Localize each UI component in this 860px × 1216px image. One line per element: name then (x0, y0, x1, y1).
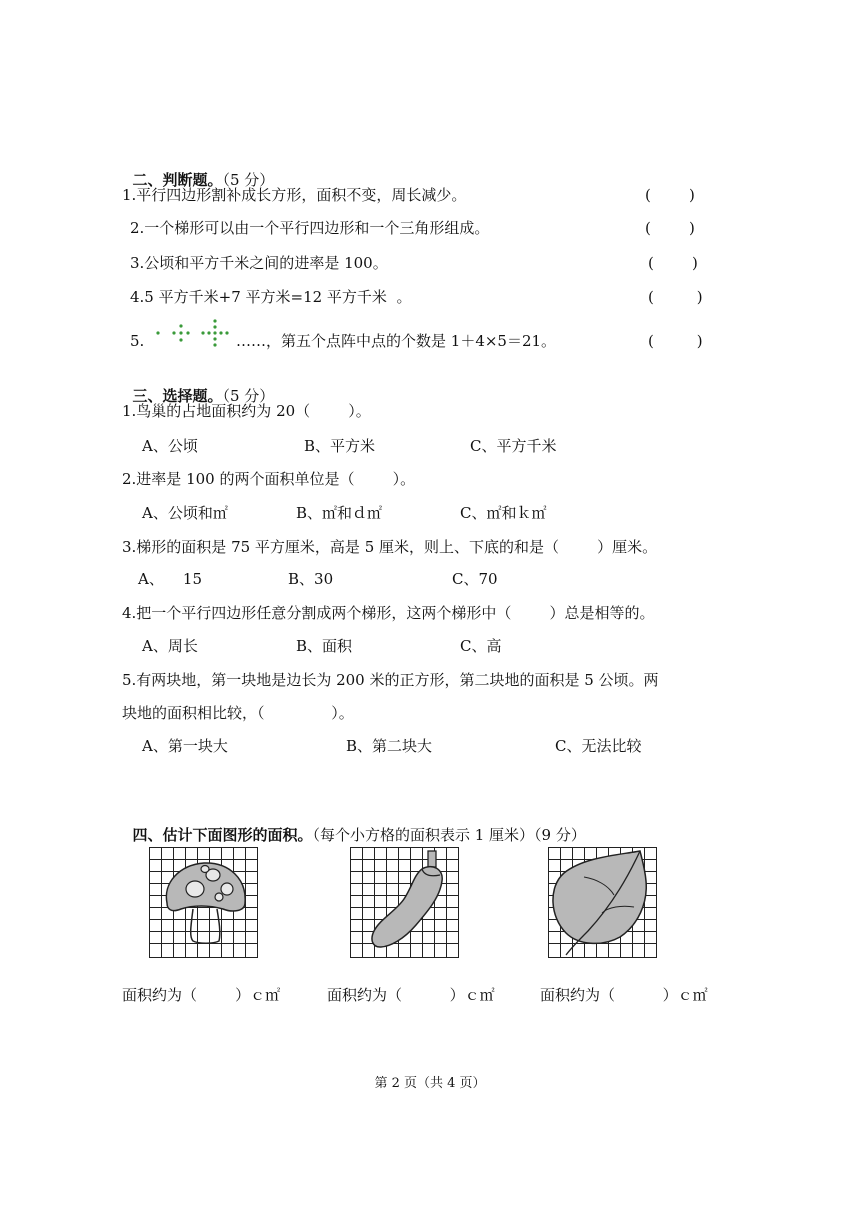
section4-note: （每个小方格的面积表示 1 厘米）（9 分） (312, 826, 586, 844)
section2-heading (122, 150, 274, 190)
judge-answer-4[interactable]: ( ) (648, 288, 703, 306)
judge-item-2: 2.一个梯形可以由一个平行四边形和一个三角形组成。 (130, 219, 490, 237)
judge-answer-2[interactable]: ( ) (645, 219, 695, 237)
choice-q5-line2: 块地的面积相比较，（ ）。 (122, 704, 354, 722)
choice-q2-option-c[interactable]: C、㎡和ｋ㎡ (460, 504, 547, 522)
choice-q2-option-b[interactable]: B、㎡和ｄ㎡ (296, 504, 383, 522)
dot (186, 331, 189, 334)
judge-item-5-number: 5. (130, 332, 145, 350)
dot (225, 331, 228, 334)
section2-title: 二、判断题。 (132, 171, 223, 189)
dot (213, 337, 216, 340)
choice-q4: 4.把一个平行四边形任意分割成两个梯形，这两个梯形中（ ）总是相等的。 (122, 604, 655, 622)
choice-q5-option-b[interactable]: B、第二块大 (346, 737, 433, 755)
choice-q4-option-a[interactable]: A、周长 (142, 637, 198, 655)
area-answer-2[interactable]: 面积约为（ ）ｃ㎡ (327, 986, 495, 1004)
choice-q3-option-c[interactable]: C、70 (452, 570, 498, 588)
dot (179, 338, 182, 341)
dot (172, 331, 175, 334)
eggplant-stem (428, 851, 436, 867)
dot (219, 331, 222, 334)
section4-heading (122, 805, 586, 845)
choice-q5-line1: 5.有两块地，第一块地是边长为 200 米的正方形，第二块地的面积是 5 公顷。两 (122, 671, 659, 689)
eggplant-body (372, 867, 442, 947)
dot (213, 331, 216, 334)
choice-q4-option-b[interactable]: B、面积 (296, 637, 353, 655)
dot (179, 324, 182, 327)
choice-q5-option-c[interactable]: C、无法比较 (555, 737, 642, 755)
choice-q1-option-b[interactable]: B、平方米 (304, 437, 376, 455)
section3-score: （5 分） (222, 387, 275, 405)
area-answer-3[interactable]: 面积约为（ ）ｃ㎡ (540, 986, 708, 1004)
dot (213, 343, 216, 346)
leaf-grid-figure (548, 847, 658, 959)
choice-q5-option-a[interactable]: A、第一块大 (142, 737, 228, 755)
judge-answer-5[interactable]: ( ) (648, 332, 703, 350)
judge-answer-3[interactable]: ( ) (648, 254, 698, 272)
dot (213, 325, 216, 328)
choice-q3-option-a[interactable]: A、 15 (138, 570, 202, 588)
choice-q2: 2.进率是 100 的两个面积单位是（ ）。 (122, 470, 416, 488)
dot (156, 331, 159, 334)
choice-q4-option-c[interactable]: C、高 (460, 637, 502, 655)
section4-title: 四、估计下面图形的面积。 (132, 826, 313, 844)
choice-q1: 1.鸟巢的占地面积约为 20（ ）。 (122, 402, 371, 420)
dot (207, 331, 210, 334)
choice-q2-option-a[interactable]: A、公顷和㎡ (142, 504, 228, 522)
choice-q1-option-c[interactable]: C、平方千米 (470, 437, 557, 455)
judge-item-5-text: ……，第五个点阵中点的个数是 1＋4×5＝21。 (236, 332, 557, 350)
dot-pattern-figure (150, 318, 232, 348)
choice-q3: 3.梯形的面积是 75 平方厘米，高是 5 厘米，则上、下底的和是（ ）厘米。 (122, 538, 658, 556)
page-footer: 第 2 页（共 4 页） (374, 1076, 486, 1091)
judge-answer-1[interactable]: ( ) (645, 186, 695, 204)
area-answer-1[interactable]: 面积约为（ ）ｃ㎡ (122, 986, 281, 1004)
judge-item-1: 1.平行四边形割补成长方形，面积不变，周长减少。 (122, 186, 467, 204)
section2-score: （5 分） (222, 171, 275, 189)
judge-item-4: 4.5 平方千米+7 平方米=12 平方千米 。 (130, 288, 412, 306)
dot (213, 319, 216, 322)
choice-q1-option-a[interactable]: A、公顷 (142, 437, 198, 455)
dot (179, 331, 182, 334)
section3-title: 三、选择题。 (132, 387, 223, 405)
choice-q3-option-b[interactable]: B、30 (288, 570, 334, 588)
eggplant-grid-figure (350, 847, 460, 959)
dot (201, 331, 204, 334)
section3-heading (122, 366, 274, 406)
mushroom-stem (191, 909, 220, 943)
mushroom-grid-figure (149, 847, 259, 959)
judge-item-3: 3.公顷和平方千米之间的进率是 100。 (130, 254, 388, 272)
